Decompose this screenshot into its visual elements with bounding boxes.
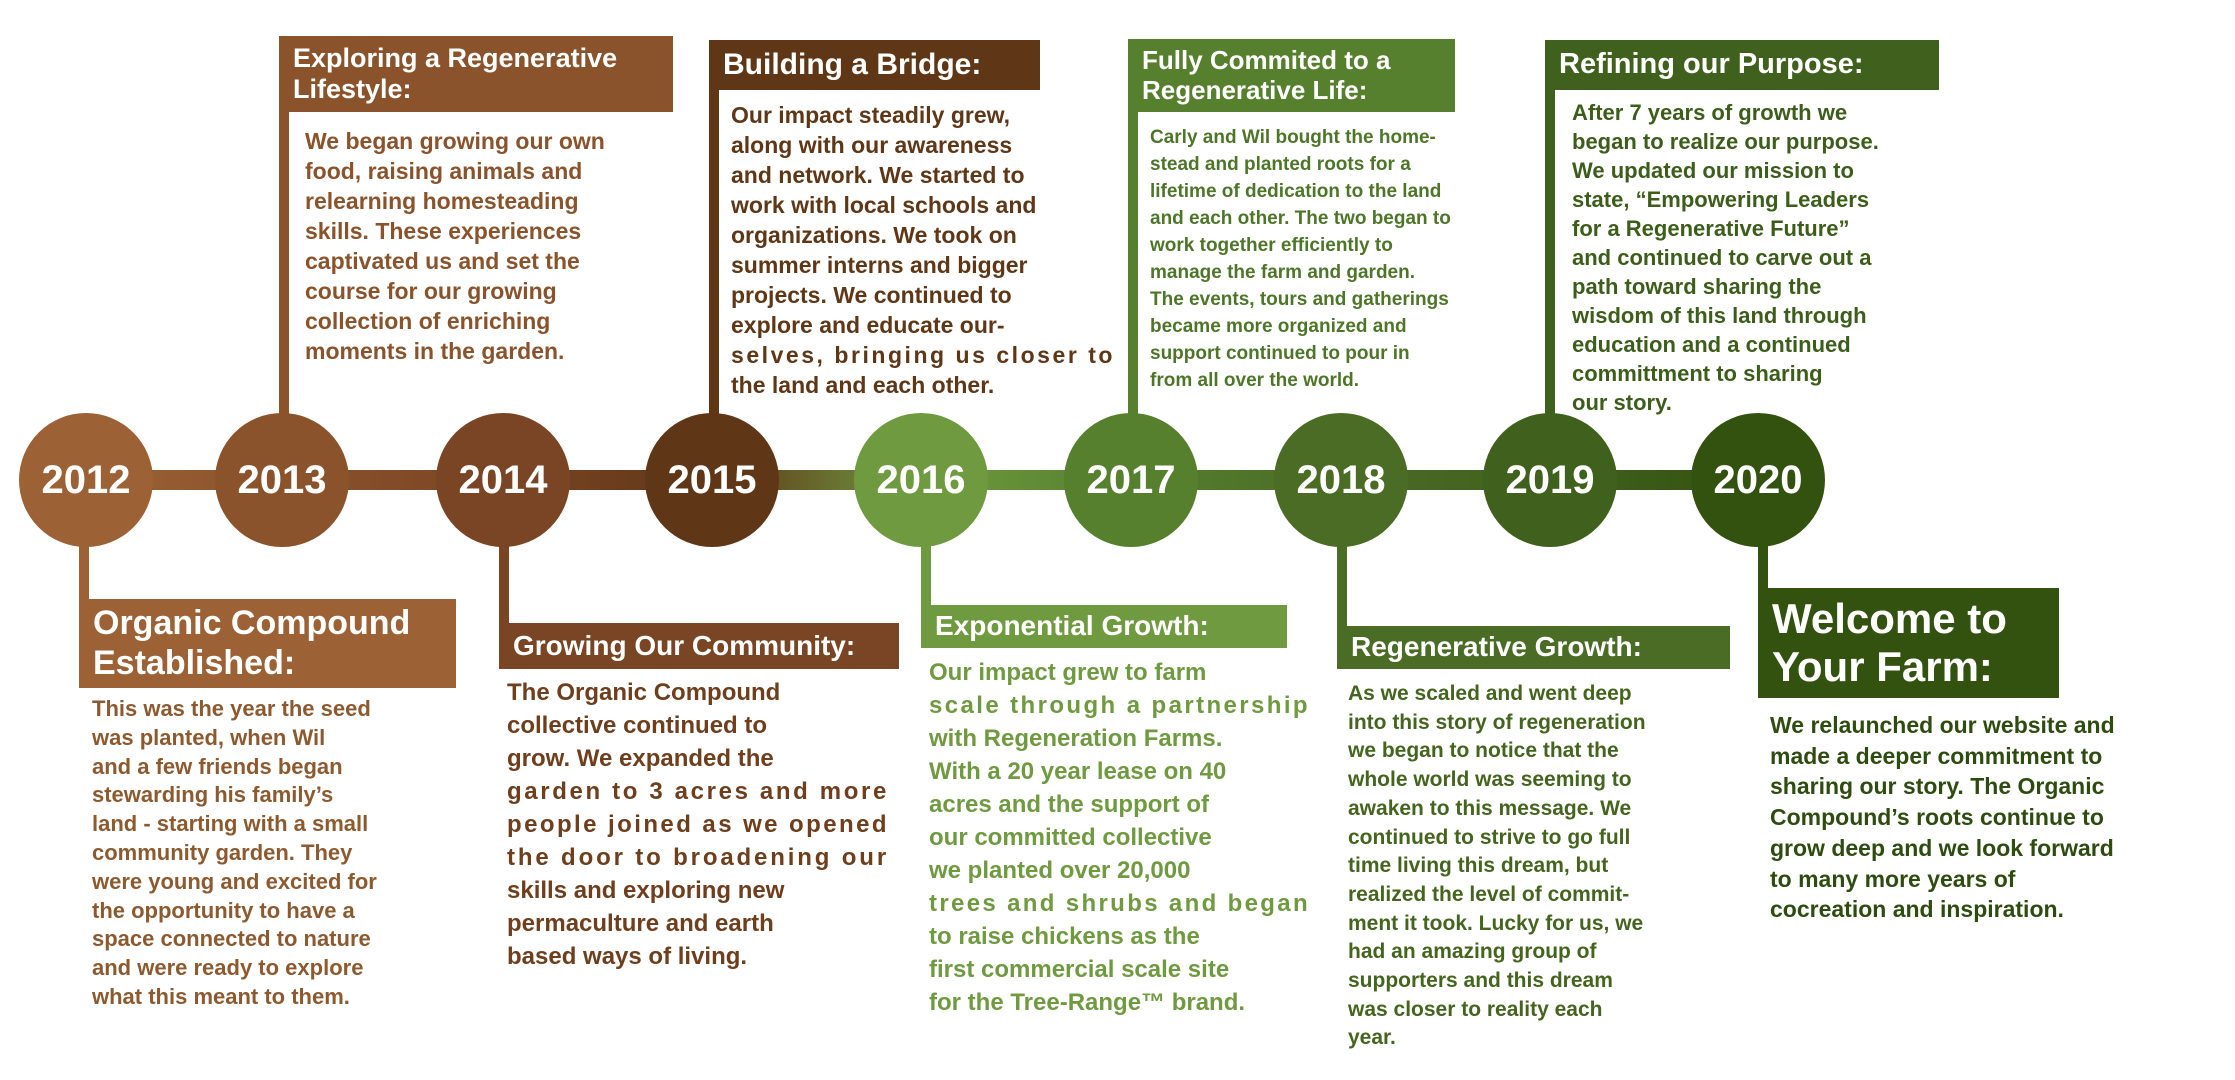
description-line: skills and exploring new	[507, 877, 785, 904]
description-line: and continued to carve out a	[1572, 245, 1872, 270]
event-description-2014	[507, 676, 889, 973]
description-line: collective continued to	[507, 712, 768, 739]
description-line: sharing our story. The Organic	[1770, 773, 2105, 800]
event-description-2016	[929, 656, 1310, 1019]
event-description-2020	[1770, 710, 2222, 925]
description-line: and a few friends began	[92, 753, 343, 779]
year-label: 2015	[667, 457, 757, 502]
description-line: Carly and Wil bought the home-	[1150, 127, 1436, 148]
year-marker-2014[interactable]	[436, 413, 570, 547]
description-line: realized the level of commit-	[1348, 882, 1630, 906]
description-line: based ways of living.	[507, 943, 748, 970]
year-marker-2016[interactable]	[854, 413, 988, 547]
description-line: Our impact steadily grew,	[731, 102, 1011, 128]
heading-line: Lifestyle:	[293, 74, 412, 104]
event-description-2013	[305, 126, 688, 366]
year-label: 2014	[458, 457, 548, 502]
description-line: grow. We expanded the	[507, 745, 774, 772]
event-heading-2019	[1545, 40, 1939, 90]
description-line: made a deeper commitment to	[1770, 742, 2103, 769]
description-line: organizations. We took on	[731, 222, 1017, 248]
event-description-2015	[731, 100, 1115, 400]
description-line: began to realize our purpose.	[1572, 129, 1879, 154]
year-marker-2020[interactable]	[1691, 413, 1825, 547]
year-label: 2019	[1505, 457, 1595, 502]
description-line: projects. We continued to	[731, 282, 1012, 308]
description-line: had an amazing group of	[1348, 940, 1597, 964]
description-line: into this story of regeneration	[1348, 710, 1646, 734]
description-line: supporters and this dream	[1348, 969, 1613, 993]
description-line: lifetime of dedication to the land	[1150, 181, 1442, 202]
description-line: work together efficiently to	[1150, 235, 1393, 256]
heading-line: Exponential Growth:	[935, 610, 1209, 642]
description-line: After 7 years of growth we	[1572, 100, 1848, 125]
heading-line: Organic Compound	[93, 604, 411, 643]
heading-line: Your Farm:	[1772, 643, 1993, 690]
year-label: 2016	[876, 457, 966, 502]
year-marker-2012[interactable]	[19, 413, 153, 547]
description-line: was closer to reality each	[1348, 997, 1603, 1021]
description-line: people joined as we opened	[507, 811, 889, 838]
description-line: manage the farm and garden.	[1150, 262, 1416, 283]
year-marker-2017[interactable]	[1064, 413, 1198, 547]
heading-line: Fully Commited to a	[1142, 44, 1391, 75]
description-line: As we scaled and went deep	[1348, 682, 1632, 705]
description-line: The events, tours and gatherings	[1150, 289, 1449, 310]
description-line: moments in the garden.	[305, 338, 565, 364]
description-line: We relaunched our website and	[1770, 712, 2115, 738]
description-line: relearning homesteading	[305, 188, 579, 214]
description-line: wisdom of this land through	[1572, 303, 1867, 328]
description-line: food, raising animals and	[305, 158, 583, 184]
year-marker-2018[interactable]	[1274, 413, 1408, 547]
description-line: and network. We started to	[731, 162, 1025, 188]
description-line: from all over the world.	[1150, 370, 1360, 391]
event-heading-2017	[1128, 39, 1455, 112]
description-line: first commercial scale site	[929, 956, 1230, 983]
description-line: to many more years of	[1770, 865, 2016, 892]
description-line: permaculture and earth	[507, 910, 774, 937]
year-marker-2013[interactable]	[215, 413, 349, 547]
event-description-2012	[92, 695, 467, 1012]
description-line: continued to strive to go full	[1348, 825, 1631, 849]
description-line: We updated our mission to	[1572, 158, 1854, 183]
heading-line: Refining our Purpose:	[1559, 48, 1864, 81]
description-line: acres and the support of	[929, 791, 1210, 818]
description-line: and were ready to explore	[92, 955, 364, 981]
description-line: time living this dream, but	[1348, 854, 1609, 878]
description-line: for the Tree-Range™ brand.	[929, 989, 1246, 1016]
description-line: trees and shrubs and began	[929, 890, 1310, 917]
description-line: grow deep and we look forward	[1770, 834, 2114, 861]
description-line: we planted over 20,000	[929, 857, 1191, 884]
description-line: cocreation and inspiration.	[1770, 896, 2064, 923]
description-line: path toward sharing the	[1572, 274, 1822, 299]
description-line: and each other. The two began to	[1150, 208, 1451, 229]
description-line: community garden. They	[92, 839, 353, 865]
description-line: along with our awareness	[731, 132, 1013, 158]
description-line: our story.	[1572, 390, 1672, 415]
description-line: explore and educate our-	[731, 312, 1005, 338]
year-label: 2012	[41, 457, 131, 502]
description-line: The Organic Compound	[507, 679, 781, 706]
event-heading-2020	[1758, 588, 2059, 698]
description-line: captivated us and set the	[305, 248, 580, 274]
year-label: 2013	[237, 457, 327, 502]
description-line: what this meant to them.	[92, 983, 350, 1009]
description-line: collection of enriching	[305, 308, 551, 334]
year-label: 2018	[1296, 457, 1386, 502]
year-marker-2019[interactable]	[1483, 413, 1617, 547]
description-line: awaken to this message. We	[1348, 796, 1632, 820]
description-line: we began to notice that the	[1348, 739, 1619, 763]
event-description-2018	[1348, 680, 1728, 1053]
event-heading-2014	[499, 623, 899, 669]
heading-line: Exploring a Regenerative	[293, 42, 618, 73]
description-line: Our impact grew to farm	[929, 659, 1207, 686]
event-description-2017	[1150, 124, 1533, 394]
event-heading-2015	[709, 40, 1040, 90]
description-line: This was the year the seed	[92, 696, 371, 721]
description-line: course for our growing	[305, 278, 557, 304]
description-line: ment it took. Lucky for us, we	[1348, 911, 1644, 935]
description-line: stead and planted roots for a	[1150, 154, 1411, 175]
description-line: state, “Empowering Leaders	[1572, 187, 1870, 212]
description-line: with Regeneration Farms.	[929, 725, 1223, 752]
description-line: to raise chickens as the	[929, 923, 1200, 950]
event-heading-2018	[1337, 626, 1730, 669]
year-label: 2017	[1086, 457, 1176, 502]
description-line: stewarding his family’s	[92, 782, 334, 808]
description-line: space connected to nature	[92, 926, 371, 952]
event-heading-2016	[921, 605, 1287, 648]
description-line: became more organized and	[1150, 316, 1407, 337]
description-line: summer interns and bigger	[731, 252, 1028, 278]
heading-line: Building a Bridge:	[723, 47, 982, 81]
description-line: work with local schools and	[731, 192, 1037, 218]
description-line: year.	[1348, 1026, 1396, 1050]
description-line: the land and each other.	[731, 372, 995, 398]
description-line: selves, bringing us closer to	[731, 342, 1115, 368]
description-line: land - starting with a small	[92, 811, 369, 837]
description-line: We began growing our own	[305, 128, 605, 154]
year-marker-2015[interactable]	[645, 413, 779, 547]
description-line: were young and excited for	[92, 868, 377, 894]
heading-line: Welcome to	[1772, 594, 2007, 642]
heading-line: Established:	[93, 643, 296, 682]
description-line: skills. These experiences	[305, 218, 582, 244]
description-line: for a Regenerative Future”	[1572, 216, 1850, 241]
event-heading-2013	[279, 36, 673, 112]
description-line: the opportunity to have a	[92, 897, 355, 923]
description-line: the door to broadening our	[507, 844, 889, 871]
description-line: Compound’s roots continue to	[1770, 804, 2104, 831]
description-line: garden to 3 acres and more	[507, 778, 889, 805]
description-line: scale through a partnership	[929, 692, 1310, 719]
heading-line: Regenerative Growth:	[1351, 631, 1642, 663]
year-label: 2020	[1713, 457, 1803, 502]
description-line: committment to sharing	[1572, 361, 1823, 386]
description-line: was planted, when Wil	[92, 724, 326, 750]
heading-line: Growing Our Community:	[513, 629, 856, 661]
event-description-2019	[1572, 98, 1957, 417]
description-line: education and a continued	[1572, 332, 1851, 357]
event-heading-2012	[79, 599, 456, 688]
description-line: our committed collective	[929, 824, 1212, 851]
description-line: whole world was seeming to	[1348, 768, 1632, 792]
description-line: With a 20 year lease on 40	[929, 758, 1227, 785]
description-line: support continued to pour in	[1150, 343, 1410, 364]
heading-line: Regenerative Life:	[1142, 74, 1368, 105]
